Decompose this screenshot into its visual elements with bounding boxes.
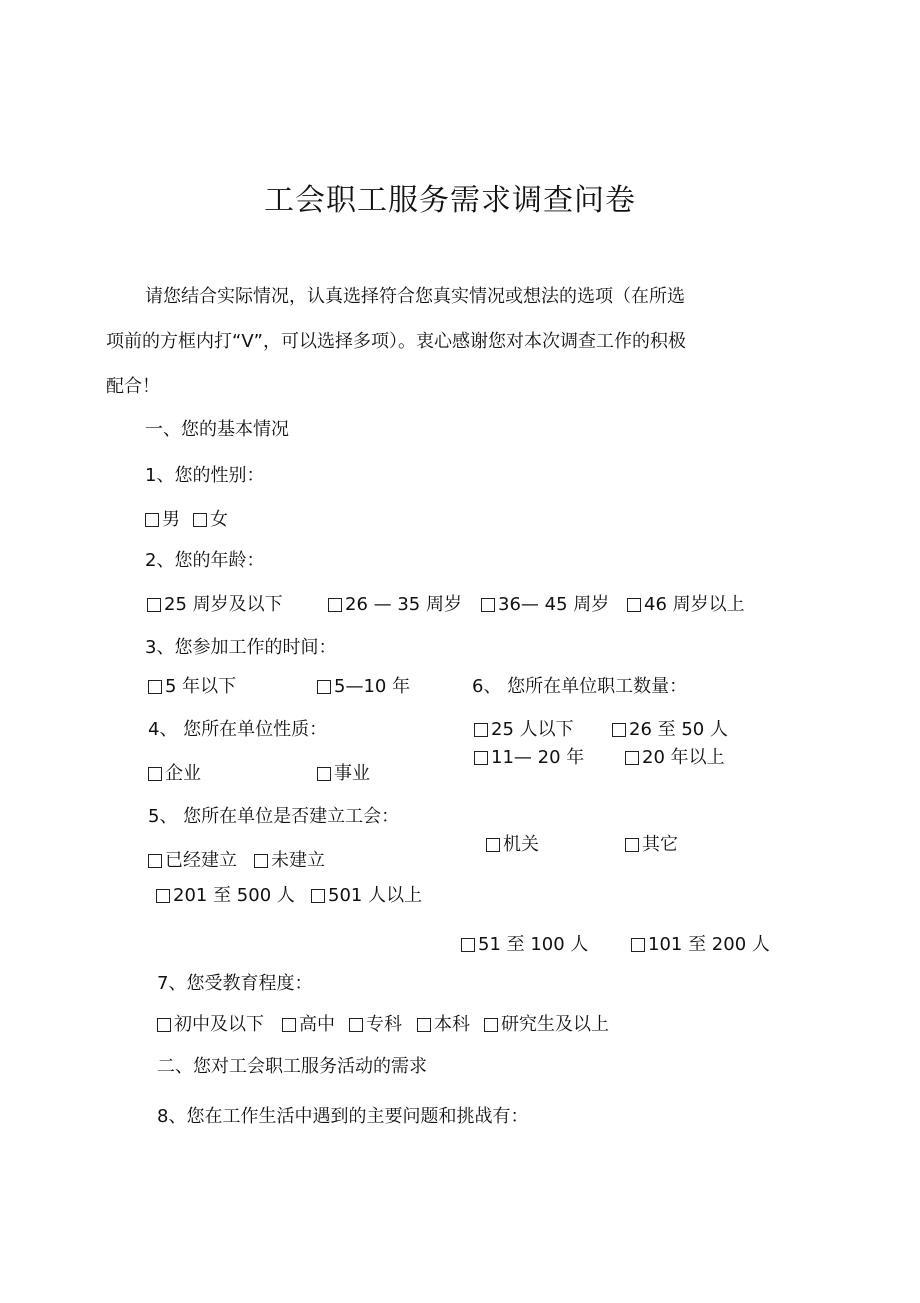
section-2-heading: 二、您对工会职工服务活动的需求 [157, 1056, 427, 1077]
q6-option[interactable]: 501 人以上 [311, 885, 422, 907]
checkbox-icon[interactable] [254, 854, 268, 868]
q8-label: 8、您在工作生活中遇到的主要问题和挑战有： [157, 1106, 529, 1127]
q1-option-male[interactable]: 男 [145, 509, 180, 531]
q4-label: 4、 您所在单位性质： [148, 719, 328, 740]
checkbox-icon[interactable] [282, 1018, 296, 1032]
intro-line-2: 项前的方框内打“V”，可以选择多项）。衷心感谢您对本次调查工作的积极 [106, 331, 686, 352]
q7-option[interactable]: 本科 [417, 1014, 470, 1036]
q7-option[interactable]: 高中 [282, 1014, 335, 1036]
checkbox-icon[interactable] [625, 751, 639, 765]
q6-label: 6、 您所在单位职工数量： [472, 676, 688, 697]
checkbox-icon[interactable] [328, 598, 342, 612]
q6-option[interactable]: 51 至 100 人 [461, 934, 588, 956]
q7-option[interactable]: 研究生及以上 [484, 1014, 609, 1036]
checkbox-icon[interactable] [417, 1018, 431, 1032]
q3-option[interactable]: 5—10 年 [317, 676, 410, 698]
q6-option[interactable]: 26 至 50 人 [612, 719, 728, 741]
q5-option[interactable]: 已经建立 [148, 850, 237, 872]
checkbox-icon[interactable] [461, 938, 475, 952]
q6-option[interactable]: 201 至 500 人 [156, 885, 295, 907]
q2-option[interactable]: 25 周岁及以下 [147, 594, 283, 616]
q7-option[interactable]: 专科 [349, 1014, 402, 1036]
q7-label: 7、您受教育程度： [157, 973, 313, 994]
checkbox-icon[interactable] [311, 889, 325, 903]
q4-option[interactable]: 机关 [486, 834, 539, 856]
q1-label: 1、您的性别： [145, 465, 265, 486]
checkbox-icon[interactable] [349, 1018, 363, 1032]
q2-label: 2、您的年龄： [145, 550, 265, 571]
q6-option[interactable]: 25 人以下 [474, 719, 574, 741]
checkbox-icon[interactable] [631, 938, 645, 952]
q2-option[interactable]: 26 — 35 周岁 [328, 594, 462, 616]
q4-option[interactable]: 事业 [317, 763, 370, 785]
checkbox-icon[interactable] [625, 838, 639, 852]
intro-line-3: 配合！ [106, 376, 160, 397]
checkbox-icon[interactable] [148, 767, 162, 781]
q3-label: 3、您参加工作的时间： [145, 637, 337, 658]
checkbox-icon[interactable] [481, 598, 495, 612]
checkbox-icon[interactable] [148, 854, 162, 868]
q4-option[interactable]: 企业 [148, 763, 201, 785]
checkbox-icon[interactable] [147, 598, 161, 612]
q5-label: 5、 您所在单位是否建立工会： [148, 806, 400, 827]
checkbox-icon[interactable] [156, 889, 170, 903]
checkbox-icon[interactable] [157, 1018, 171, 1032]
checkbox-icon[interactable] [612, 723, 626, 737]
checkbox-icon[interactable] [484, 1018, 498, 1032]
q2-option[interactable]: 36— 45 周岁 [481, 594, 609, 616]
q1-option-female[interactable]: 女 [193, 509, 228, 531]
checkbox-icon[interactable] [193, 513, 207, 527]
q3-option[interactable]: 11— 20 年 [474, 747, 584, 769]
section-1-heading: 一、您的基本情况 [145, 419, 289, 440]
q2-option[interactable]: 46 周岁以上 [627, 594, 745, 616]
checkbox-icon[interactable] [317, 767, 331, 781]
checkbox-icon[interactable] [148, 680, 162, 694]
checkbox-icon[interactable] [145, 513, 159, 527]
intro-line-1: 请您结合实际情况，认真选择符合您真实情况或想法的选项（在所选 [145, 286, 685, 307]
checkbox-icon[interactable] [627, 598, 641, 612]
checkbox-icon[interactable] [474, 751, 488, 765]
checkbox-icon[interactable] [486, 838, 500, 852]
q4-option[interactable]: 其它 [625, 834, 678, 856]
q5-option[interactable]: 未建立 [254, 850, 325, 872]
q6-option[interactable]: 101 至 200 人 [631, 934, 770, 956]
q3-option[interactable]: 20 年以上 [625, 747, 725, 769]
checkbox-icon[interactable] [317, 680, 331, 694]
checkbox-icon[interactable] [474, 723, 488, 737]
q7-option[interactable]: 初中及以下 [157, 1014, 264, 1036]
q3-option[interactable]: 5 年以下 [148, 676, 236, 698]
page-title: 工会职工服务需求调查问卷 [264, 183, 636, 218]
